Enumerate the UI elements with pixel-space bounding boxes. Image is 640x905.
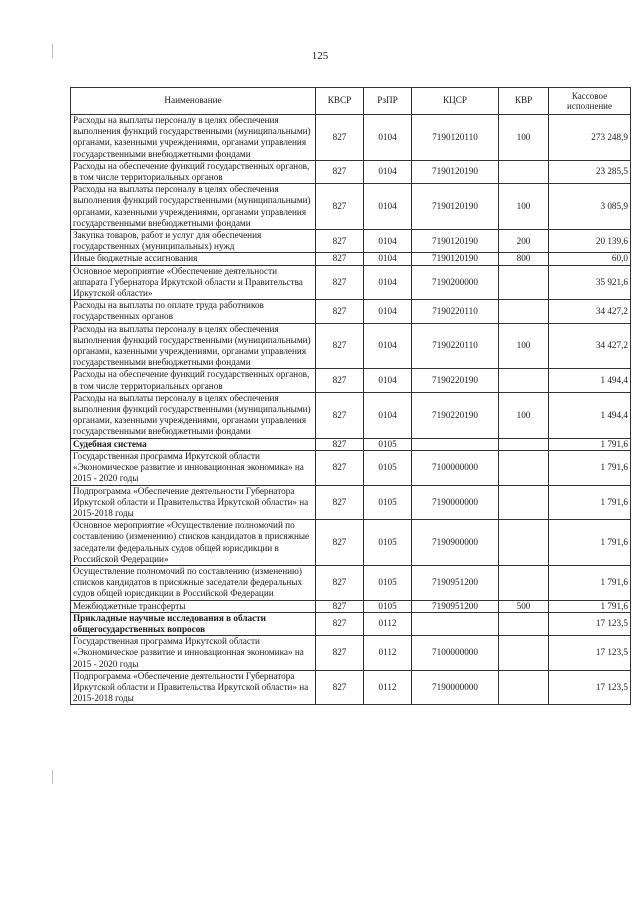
table-row [71, 265, 631, 300]
cell-rzpr: 0104 [364, 115, 412, 161]
cell-kvr: 100 [499, 115, 549, 161]
cell-rzpr: 0105 [364, 600, 412, 612]
table-row [71, 565, 631, 600]
cell-rzpr: 0112 [364, 636, 412, 671]
cell-kvsr: 827 [316, 160, 364, 183]
cell-kcsr: 7100000000 [412, 450, 499, 485]
cell-rzpr: 0104 [364, 184, 412, 230]
cell-kvr [499, 612, 549, 635]
header-rzpr: РзПР [364, 88, 412, 115]
cell-rzpr: 0104 [364, 323, 412, 369]
cell-kvr [499, 160, 549, 183]
table-row [71, 323, 631, 369]
table-row [71, 160, 631, 183]
cell-kvr [499, 636, 549, 671]
table-row [71, 184, 631, 230]
cell-kcsr [412, 438, 499, 450]
cell-kvsr: 827 [316, 369, 364, 392]
cell-kvsr: 827 [316, 612, 364, 635]
cell-name: Расходы на выплаты персоналу в целях обеспечения выполнения функций государственными (муниципальными) органами, казенными учреждениями, органами управления государственными внебюджетными фондами [71, 184, 316, 230]
header-amount: Кассовое исполнение [549, 88, 631, 115]
cell-amount: 20 139,6 [549, 230, 631, 253]
table-row [71, 612, 631, 635]
cell-name: Судебная система [71, 438, 316, 450]
table-row [71, 636, 631, 671]
cell-kcsr: 7190120190 [412, 160, 499, 183]
cell-rzpr: 0104 [364, 300, 412, 323]
cell-kvr [499, 485, 549, 520]
cell-rzpr: 0105 [364, 485, 412, 520]
cell-kvr [499, 300, 549, 323]
cell-kvsr: 827 [316, 253, 364, 265]
cell-name: Межбюджетные трансферты [71, 600, 316, 612]
cell-amount: 34 427,2 [549, 300, 631, 323]
cell-name: Государственная программа Иркутской области «Экономическое развитие и инновационная экономика» на 2015 - 2020 годы [71, 450, 316, 485]
cell-kcsr: 7190220190 [412, 392, 499, 438]
cell-rzpr: 0112 [364, 612, 412, 635]
cell-rzpr: 0104 [364, 160, 412, 183]
cell-kcsr: 7190000000 [412, 485, 499, 520]
table-header-row [71, 88, 631, 115]
cell-kvr [499, 670, 549, 705]
cell-kcsr: 7190220110 [412, 323, 499, 369]
cell-kcsr [412, 612, 499, 635]
header-kvsr: КВСР [316, 88, 364, 115]
cell-rzpr: 0105 [364, 438, 412, 450]
header-kcsr: КЦСР [412, 88, 499, 115]
cell-amount: 1 791,6 [549, 450, 631, 485]
cell-kcsr: 7190000000 [412, 670, 499, 705]
cell-kcsr: 7190220190 [412, 369, 499, 392]
table-row [71, 230, 631, 253]
cell-amount: 1 791,6 [549, 520, 631, 566]
cell-kvr: 100 [499, 392, 549, 438]
scan-edge-mark [52, 44, 53, 58]
cell-kcsr: 7190120190 [412, 184, 499, 230]
table-row [71, 670, 631, 705]
scan-edge-mark [52, 770, 53, 784]
cell-rzpr: 0104 [364, 369, 412, 392]
header-kvr: КВР [499, 88, 549, 115]
cell-name: Осуществление полномочий по составлению (изменению) списков кандидатов в присяжные заседатели федеральных судов общей юрисдикции в Российской Федерации [71, 565, 316, 600]
cell-amount: 1 791,6 [549, 438, 631, 450]
cell-kcsr: 7190120190 [412, 253, 499, 265]
cell-kcsr: 7190951200 [412, 565, 499, 600]
cell-amount: 23 285,5 [549, 160, 631, 183]
cell-name: Расходы на выплаты персоналу в целях обеспечения выполнения функций государственными (муниципальными) органами, казенными учреждениями, органами управления государственными внебюджетными фондами [71, 392, 316, 438]
cell-kvsr: 827 [316, 636, 364, 671]
cell-name: Иные бюджетные ассигнования [71, 253, 316, 265]
table-body [71, 115, 631, 705]
cell-amount: 1 494,4 [549, 392, 631, 438]
cell-kvsr: 827 [316, 323, 364, 369]
table-row [71, 520, 631, 566]
cell-rzpr: 0112 [364, 670, 412, 705]
table-row [71, 392, 631, 438]
cell-kcsr: 7190220110 [412, 300, 499, 323]
table-row [71, 600, 631, 612]
cell-amount: 1 791,6 [549, 600, 631, 612]
table-row [71, 300, 631, 323]
cell-kvsr: 827 [316, 392, 364, 438]
cell-amount: 17 123,5 [549, 612, 631, 635]
cell-name: Прикладные научные исследования в области общегосударственных вопросов [71, 612, 316, 635]
cell-kvsr: 827 [316, 184, 364, 230]
cell-kvr: 200 [499, 230, 549, 253]
page-number: 125 [311, 50, 329, 62]
cell-rzpr: 0105 [364, 450, 412, 485]
cell-amount: 1 791,6 [549, 485, 631, 520]
cell-kvsr: 827 [316, 485, 364, 520]
table-row [71, 438, 631, 450]
cell-kvsr: 827 [316, 265, 364, 300]
cell-kvr: 800 [499, 253, 549, 265]
cell-amount: 35 921,6 [549, 265, 631, 300]
cell-name: Подпрограмма «Обеспечение деятельности Губернатора Иркутской области и Правительства Иркутской области» на 2015-2018 годы [71, 670, 316, 705]
cell-rzpr: 0104 [364, 253, 412, 265]
cell-kvsr: 827 [316, 600, 364, 612]
header-name: Наименование [71, 88, 316, 115]
cell-kvsr: 827 [316, 565, 364, 600]
cell-amount: 1 791,6 [549, 565, 631, 600]
cell-kvr [499, 265, 549, 300]
cell-kvsr: 827 [316, 230, 364, 253]
cell-kvr: 500 [499, 600, 549, 612]
table-row [71, 115, 631, 161]
cell-kvsr: 827 [316, 438, 364, 450]
cell-kcsr: 7100000000 [412, 636, 499, 671]
table-row [71, 253, 631, 265]
budget-execution-table [70, 87, 631, 705]
cell-rzpr: 0104 [364, 230, 412, 253]
cell-kvsr: 827 [316, 450, 364, 485]
cell-amount: 3 085,9 [549, 184, 631, 230]
cell-kvsr: 827 [316, 300, 364, 323]
table-row [71, 485, 631, 520]
cell-name: Основное мероприятие «Обеспечение деятельности аппарата Губернатора Иркутской области и Правительства Иркутской области» [71, 265, 316, 300]
cell-amount: 60,0 [549, 253, 631, 265]
cell-name: Государственная программа Иркутской области «Экономическое развитие и инновационная экономика» на 2015 - 2020 годы [71, 636, 316, 671]
cell-amount: 273 248,9 [549, 115, 631, 161]
cell-kcsr: 7190900000 [412, 520, 499, 566]
table-row [71, 369, 631, 392]
cell-kvr: 100 [499, 323, 549, 369]
cell-kvsr: 827 [316, 115, 364, 161]
cell-name: Подпрограмма «Обеспечение деятельности Губернатора Иркутской области и Правительства Иркутской области» на 2015-2018 годы [71, 485, 316, 520]
cell-rzpr: 0105 [364, 565, 412, 600]
cell-kvr: 100 [499, 184, 549, 230]
cell-name: Расходы на обеспечение функций государственных органов, в том числе территориальных органов [71, 369, 316, 392]
cell-name: Закупка товаров, работ и услуг для обеспечения государственных (муниципальных) нужд [71, 230, 316, 253]
cell-kvr [499, 450, 549, 485]
cell-kvsr: 827 [316, 670, 364, 705]
cell-amount: 17 123,5 [549, 670, 631, 705]
cell-name: Основное мероприятие «Осуществление полномочий по составлению (изменению) списков кандидатов в присяжные заседатели федеральных судов общей юрисдикции в Российской Федерации» [71, 520, 316, 566]
cell-kvr [499, 369, 549, 392]
cell-name: Расходы на выплаты по оплате труда работников государственных органов [71, 300, 316, 323]
cell-kvr [499, 438, 549, 450]
cell-name: Расходы на выплаты персоналу в целях обеспечения выполнения функций государственными (муниципальными) органами, казенными учреждениями, органами управления государственными внебюджетными фондами [71, 115, 316, 161]
cell-amount: 17 123,5 [549, 636, 631, 671]
cell-rzpr: 0105 [364, 520, 412, 566]
cell-kvr [499, 565, 549, 600]
cell-name: Расходы на выплаты персоналу в целях обеспечения выполнения функций государственными (муниципальными) органами, казенными учреждениями, органами управления государственными внебюджетными фондами [71, 323, 316, 369]
cell-name: Расходы на обеспечение функций государственных органов, в том числе территориальных органов [71, 160, 316, 183]
cell-kcsr: 7190200000 [412, 265, 499, 300]
cell-kcsr: 7190120190 [412, 230, 499, 253]
cell-amount: 1 494,4 [549, 369, 631, 392]
cell-kvr [499, 520, 549, 566]
table-row [71, 450, 631, 485]
cell-kcsr: 7190120110 [412, 115, 499, 161]
cell-rzpr: 0104 [364, 392, 412, 438]
cell-amount: 34 427,2 [549, 323, 631, 369]
cell-kvsr: 827 [316, 520, 364, 566]
cell-rzpr: 0104 [364, 265, 412, 300]
cell-kcsr: 7190951200 [412, 600, 499, 612]
